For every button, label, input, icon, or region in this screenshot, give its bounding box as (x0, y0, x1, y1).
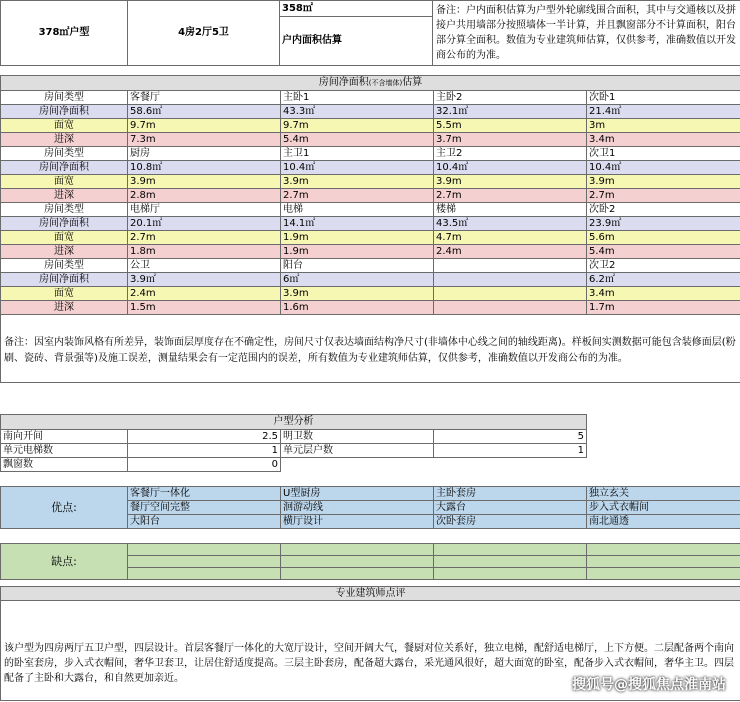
room-depth-cell: 5.4m (281, 133, 434, 147)
room-row-depth (1, 245, 740, 259)
pro-item: 大阳台 (128, 515, 281, 529)
area-type: 378㎡户型 (1, 1, 128, 66)
room-type-cell: 次卫1 (587, 147, 740, 161)
room-section-title-suffix: 估算 (402, 77, 423, 88)
room-depth-cell: 1.7m (587, 301, 740, 315)
analysis-value: 1 (128, 444, 281, 458)
pro-item: 大露台 (434, 501, 587, 515)
room-depth-cell: 2.4m (434, 245, 587, 259)
pro-item: 次卧套房 (434, 515, 587, 529)
room-row-type (1, 91, 740, 105)
room-width-cell: 1.9m (281, 231, 434, 245)
room-row-type (1, 147, 740, 161)
row-label-type: 房间类型 (1, 203, 128, 217)
analysis-label: 南向开间 (1, 430, 128, 444)
room-area-cell: 32.1㎡ (434, 105, 587, 119)
room-row-width (1, 119, 740, 133)
room-section-title (1, 76, 740, 91)
room-section-title-note: (不含墙体) (368, 79, 403, 87)
room-area-cell: 10.8㎡ (128, 161, 281, 175)
room-row-type (1, 259, 740, 273)
room-width-cell: 4.7m (434, 231, 587, 245)
room-area-cell: 23.9㎡ (587, 217, 740, 231)
con-item (434, 556, 587, 568)
analysis-title: 户型分析 (1, 415, 587, 430)
room-area-cell: 43.5㎡ (434, 217, 587, 231)
room-type-cell: 主卫2 (434, 147, 587, 161)
room-width-cell: 3.9m (128, 175, 281, 189)
pro-item: 餐厅空间完整 (128, 501, 281, 515)
room-depth-cell: 3.4m (587, 133, 740, 147)
room-depth-cell: 1.9m (281, 245, 434, 259)
room-depth-cell: 1.5m (128, 301, 281, 315)
row-label-depth: 进深 (1, 245, 128, 259)
con-item (587, 544, 740, 556)
review-text: 该户型为四房两厅五卫户型，四层设计。首层客餐厅一体化的大宽厅设计，空间开阔大气，餐厨对位关系好，独立电梯，配舒适电梯厅，上下方便。二层配备两个南向的卧室套房，步入式衣帽间，奢华卫套卫，让居住舒适度提高。三层主卧套房，配备超大露台，采光通风很好，超大面宽的卧室，配备步入式衣帽间，奢华主卫。四层配备了主卧和大露台，和自然更加亲近。 (1, 601, 740, 701)
room-width-cell: 2.4m (128, 287, 281, 301)
room-type-cell: 电梯厅 (128, 203, 281, 217)
room-area-cell: 43.3㎡ (281, 105, 434, 119)
inner-area-label: 户内面积估算 (280, 17, 433, 66)
room-row-area (1, 105, 740, 119)
analysis-label: 单元电梯数 (1, 444, 128, 458)
room-width-cell: 9.7m (281, 119, 434, 133)
room-type-cell: 次卧1 (587, 91, 740, 105)
room-type-cell (434, 259, 587, 273)
room-depth-cell: 2.8m (128, 189, 281, 203)
row-label-width: 面宽 (1, 287, 128, 301)
room-type-cell: 主卫1 (281, 147, 434, 161)
con-item (128, 544, 281, 556)
room-area-cell: 10.4㎡ (587, 161, 740, 175)
room-area-cell: 6.2㎡ (587, 273, 740, 287)
room-type-cell: 厨房 (128, 147, 281, 161)
room-type-cell: 电梯 (281, 203, 434, 217)
room-row-area (1, 273, 740, 287)
room-layout: 4房2厅5卫 (128, 1, 280, 66)
room-area-cell: 10.4㎡ (281, 161, 434, 175)
pro-item: 主卧套房 (434, 487, 587, 501)
analysis-value: 2.5 (128, 430, 281, 444)
row-label-depth: 进深 (1, 189, 128, 203)
room-area-cell: 6㎡ (281, 273, 434, 287)
row-label-area: 房间净面积 (1, 105, 128, 119)
room-section-title-text: 房间净面积 (318, 77, 369, 88)
room-area-cell: 10.4㎡ (434, 161, 587, 175)
room-type-cell: 公卫 (128, 259, 281, 273)
con-item (434, 568, 587, 580)
pros-label: 优点: (1, 487, 128, 529)
room-width-cell: 3.9m (587, 175, 740, 189)
analysis-value: 1 (434, 444, 587, 458)
room-row-type (1, 203, 740, 217)
cons-label: 缺点: (1, 544, 128, 580)
room-width-cell: 3.4m (587, 287, 740, 301)
row-label-type: 房间类型 (1, 259, 128, 273)
row-label-area: 房间净面积 (1, 161, 128, 175)
room-type-cell: 次卫2 (587, 259, 740, 273)
room-width-cell: 3.9m (281, 175, 434, 189)
analysis-table (0, 414, 740, 472)
room-area-cell: 20.1㎡ (128, 217, 281, 231)
analysis-value: 5 (434, 430, 587, 444)
pros-table (0, 486, 740, 529)
room-type-cell: 次卧2 (587, 203, 740, 217)
inner-area-value: 358㎡ (280, 1, 433, 17)
analysis-label: 明卫数 (281, 430, 434, 444)
pro-item: 客餐厅一体化 (128, 487, 281, 501)
cons-table (0, 543, 740, 580)
room-width-cell: 2.7m (128, 231, 281, 245)
room-width-cell: 9.7m (128, 119, 281, 133)
room-width-cell: 5.5m (434, 119, 587, 133)
room-row-width (1, 287, 740, 301)
room-depth-cell: 7.3m (128, 133, 281, 147)
room-row-depth (1, 189, 740, 203)
room-type-cell: 楼梯 (434, 203, 587, 217)
row-label-area: 房间净面积 (1, 217, 128, 231)
room-area-cell: 14.1㎡ (281, 217, 434, 231)
pro-item: 横厅设计 (281, 515, 434, 529)
room-type-cell: 客餐厅 (128, 91, 281, 105)
room-depth-cell: 1.8m (128, 245, 281, 259)
room-row-depth (1, 133, 740, 147)
row-label-type: 房间类型 (1, 147, 128, 161)
room-area-cell (434, 273, 587, 287)
con-item (128, 568, 281, 580)
pro-item: 洄游动线 (281, 501, 434, 515)
row-label-depth: 进深 (1, 133, 128, 147)
pro-item: 独立玄关 (587, 487, 740, 501)
header-table (0, 0, 740, 66)
con-item (434, 544, 587, 556)
room-row-depth (1, 301, 740, 315)
analysis-label: 单元层户数 (281, 444, 434, 458)
pro-item: U型厨房 (281, 487, 434, 501)
row-label-width: 面宽 (1, 231, 128, 245)
con-item (587, 568, 740, 580)
con-item (281, 544, 434, 556)
room-depth-cell (434, 301, 587, 315)
room-row-area (1, 161, 740, 175)
analysis-value: 0 (128, 458, 281, 472)
room-depth-cell: 5.4m (587, 245, 740, 259)
review-title: 专业建筑师点评 (1, 587, 740, 601)
room-type-cell: 阳台 (281, 259, 434, 273)
room-row-width (1, 175, 740, 189)
pro-item: 南北通透 (587, 515, 740, 529)
row-label-area: 房间净面积 (1, 273, 128, 287)
con-item (587, 556, 740, 568)
pro-item: 步入式衣帽间 (587, 501, 740, 515)
room-depth-cell: 3.7m (434, 133, 587, 147)
room-width-cell: 3.9m (281, 287, 434, 301)
room-type-cell: 主卧1 (281, 91, 434, 105)
room-depth-cell: 2.7m (587, 189, 740, 203)
room-area-table (0, 75, 740, 383)
room-row-width (1, 231, 740, 245)
row-label-type: 房间类型 (1, 91, 128, 105)
analysis-label: 飘窗数 (1, 458, 128, 472)
header-remark: 备注：户内面积估算为户型外轮廓线围合面积，其中与交通核以及拼接户共用墙部分按照墙体一半计算，并且飘窗部分不计算面积，阳台部分算全面积。数值为专业建筑师估算，仅供参考，准确数值以开发商公布的为准。 (433, 1, 740, 66)
room-type-cell: 主卧2 (434, 91, 587, 105)
con-item (128, 556, 281, 568)
con-item (281, 556, 434, 568)
row-label-width: 面宽 (1, 119, 128, 133)
watermark: 搜狐号@搜狐焦点淮南站 (572, 677, 726, 693)
room-width-cell: 3m (587, 119, 740, 133)
room-remark: 备注：因室内装饰风格有所差异，装饰面层厚度存在不确定性，房间尺寸仅表达墙面结构净尺寸(非墙体中心线之间的轴线距离)。样板间实测数据可能包含装修面层(粉刷、瓷砖、背景强等)及施工误差，测量结果会有一定范围内的误差，所有数值为专业建筑师估算，仅供参考，准确数值以开发商公布的为准。 (1, 315, 740, 383)
room-depth-cell: 1.6m (281, 301, 434, 315)
room-width-cell: 5.6m (587, 231, 740, 245)
row-label-depth: 进深 (1, 301, 128, 315)
room-area-cell: 21.4㎡ (587, 105, 740, 119)
room-width-cell (434, 287, 587, 301)
room-area-cell: 58.6㎡ (128, 105, 281, 119)
row-label-width: 面宽 (1, 175, 128, 189)
room-depth-cell: 2.7m (281, 189, 434, 203)
room-depth-cell: 2.7m (434, 189, 587, 203)
room-area-cell: 3.9㎡ (128, 273, 281, 287)
con-item (281, 568, 434, 580)
room-width-cell: 3.9m (434, 175, 587, 189)
room-row-area (1, 217, 740, 231)
